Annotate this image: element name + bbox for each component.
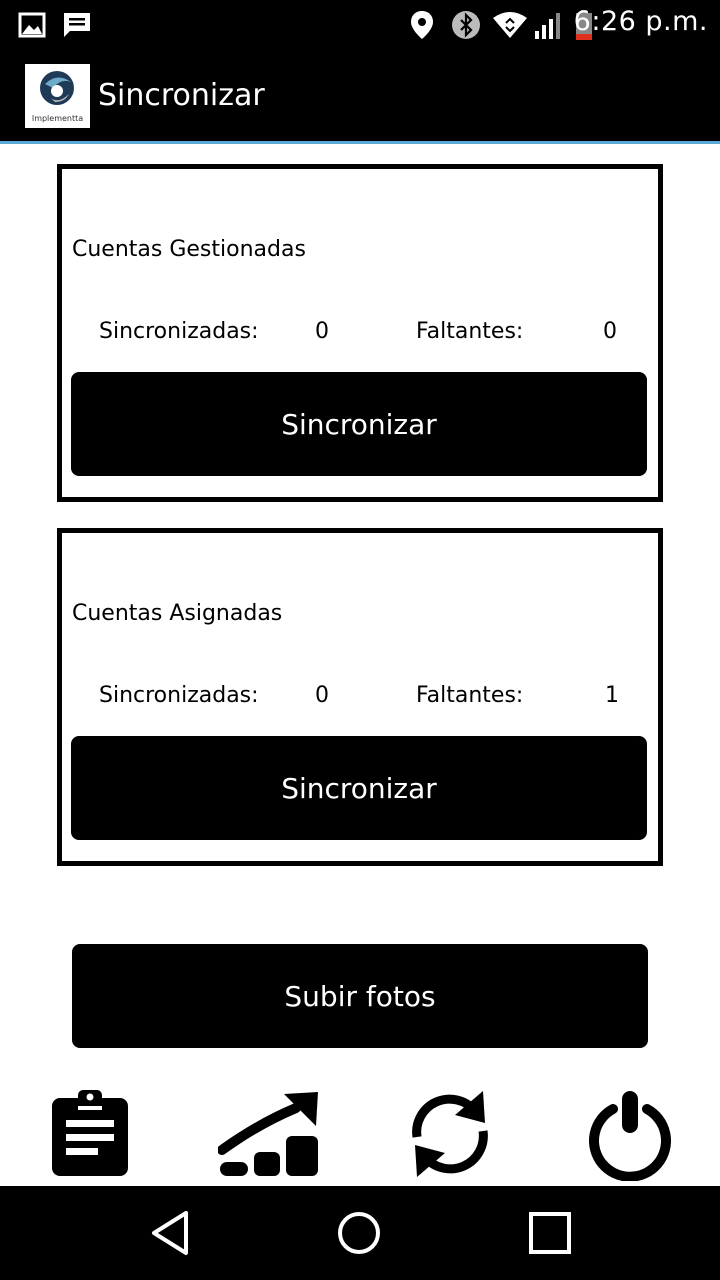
missing-label: Faltantes:: [416, 319, 524, 344]
upload-photos-button[interactable]: Subir fotos: [72, 944, 648, 1048]
app-bar-divider: [0, 141, 720, 144]
power-icon[interactable]: [582, 1086, 678, 1182]
synced-value: 0: [315, 683, 329, 708]
card-cuentas-gestionadas: [57, 164, 663, 502]
message-icon: [62, 10, 92, 40]
recents-icon[interactable]: [520, 1186, 580, 1280]
clipboard-icon[interactable]: [46, 1086, 134, 1182]
missing-value: 1: [605, 683, 619, 708]
nav-bar: [0, 1186, 720, 1280]
logo-text: Implementta: [31, 114, 84, 123]
sync-gestionadas-button[interactable]: Sincronizar: [71, 372, 647, 476]
synced-label: Sincronizadas:: [99, 319, 259, 344]
clock: 6:26 p.m.: [573, 6, 708, 37]
chart-trend-icon[interactable]: [218, 1086, 322, 1182]
synced-label: Sincronizadas:: [99, 683, 259, 708]
card-title: Cuentas Gestionadas: [72, 237, 306, 262]
card-cuentas-asignadas: [57, 528, 663, 866]
signal-icon: [532, 10, 564, 40]
status-bar: [0, 0, 720, 50]
app-bar: [0, 50, 720, 141]
home-icon[interactable]: [329, 1186, 389, 1280]
gallery-icon: [18, 10, 46, 40]
sync-icon[interactable]: [402, 1086, 498, 1182]
back-icon[interactable]: [140, 1186, 200, 1280]
missing-label: Faltantes:: [416, 683, 524, 708]
card-title: Cuentas Asignadas: [72, 601, 283, 626]
location-icon: [408, 10, 436, 40]
app-logo: [25, 64, 90, 128]
bluetooth-icon: [450, 10, 482, 40]
page-title: Sincronizar: [98, 78, 265, 113]
sync-asignadas-button[interactable]: Sincronizar: [71, 736, 647, 840]
wifi-icon: [492, 10, 528, 40]
missing-value: 0: [603, 319, 617, 344]
synced-value: 0: [315, 319, 329, 344]
